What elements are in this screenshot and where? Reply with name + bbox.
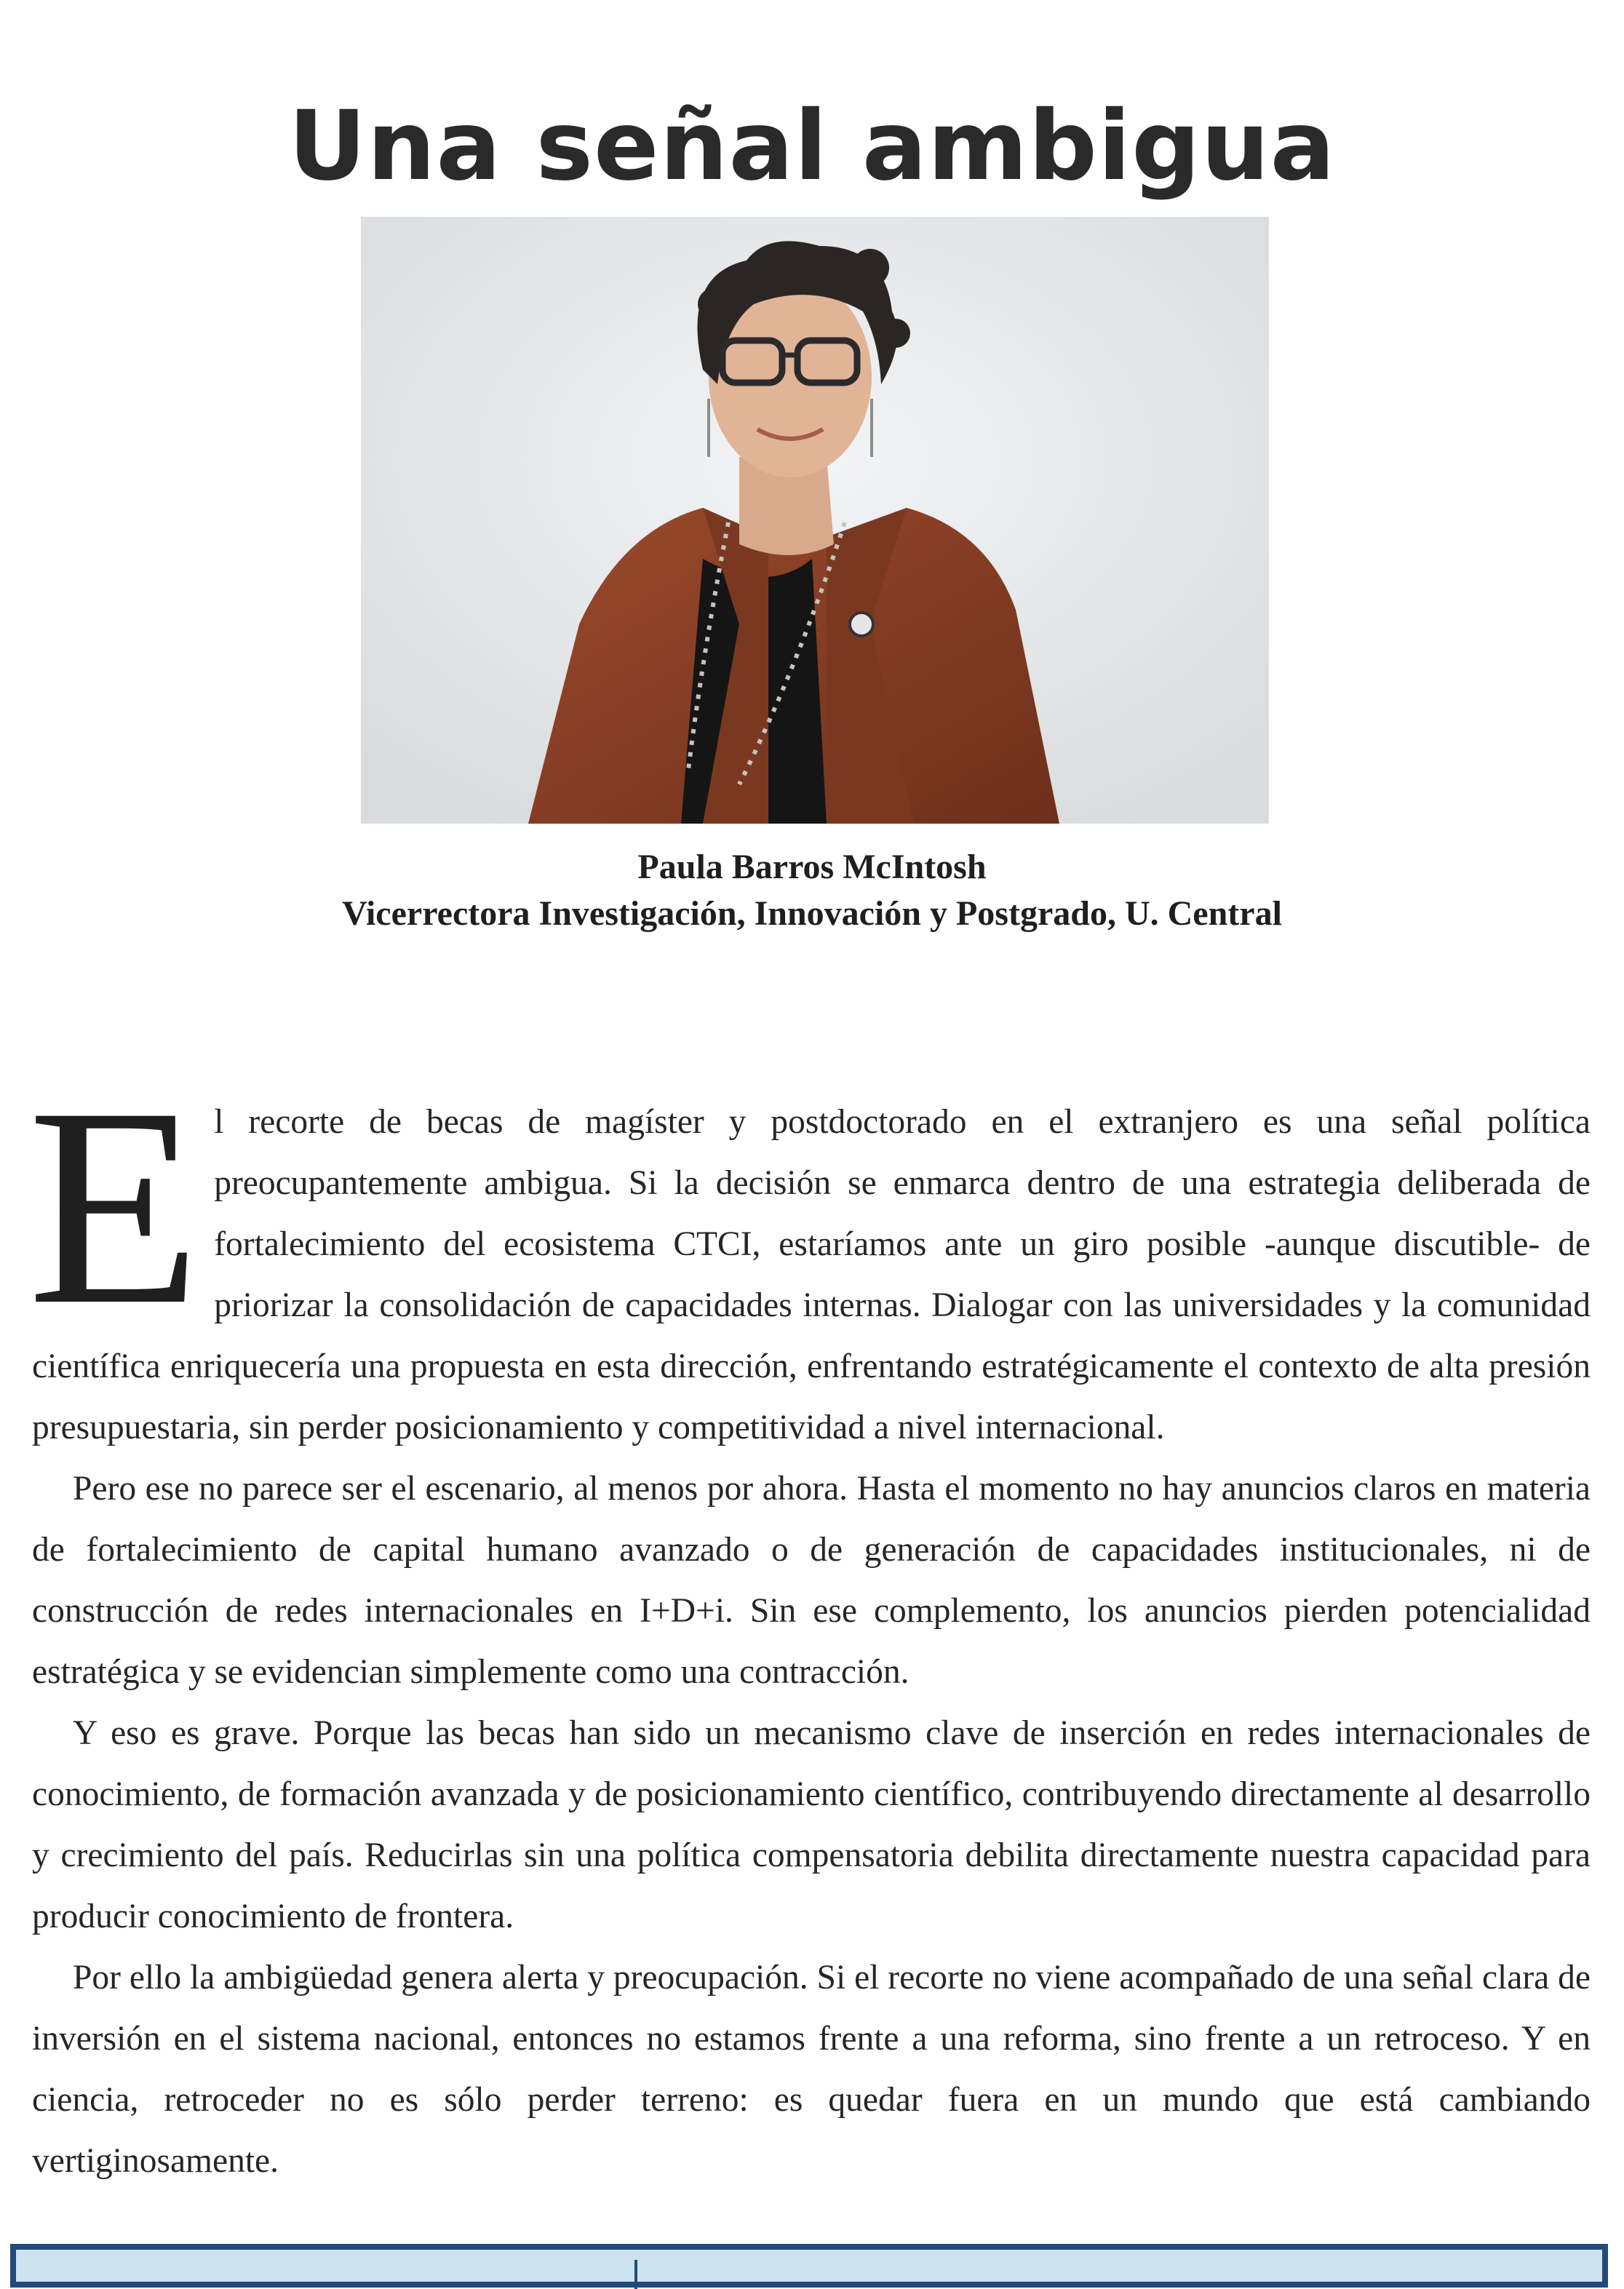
paragraph-1 [28, 1049, 1591, 1458]
drop-cap: E [28, 1049, 199, 1364]
author-name: Paula Barros McIntosh [637, 848, 987, 886]
article-body [28, 1049, 1591, 2192]
author-role: Vicerrectora Investigación, Innovación y Postgrado, U. Central [342, 894, 1282, 933]
next-article-box [10, 2244, 1608, 2288]
paragraph-4: Por ello la ambigüedad genera alerta y preocupación. Si el recorte no viene acompañado de una señal clara de inversión en el sistema nacional, entonces no estamos frente a una reforma, sino frente a un retroceso. Y en ciencia, retroceder no es sólo perder terreno: es quedar fuera en un mundo que está cambiando vertiginosamente. [32, 1959, 1591, 2180]
paragraph-1-text: l recorte de becas de magíster y postdoctorado en el extranjero es una señal política preocupantemente ambigua. Si la decisión se enmarca dentro de una estrategia deliberada de fortalecimiento del ecosistema CTCI, estaríamos ante un giro posible -aunque discutible- de priorizar la consolidación de capacidades internas. Dialogar con las universidades y la comunidad científica enriquecería una propuesta en esta dirección, enfrentando estratégicamente el contexto de alta presión presupuestaria, sin perder posicionamiento y competitividad a nivel internacional. [32, 1103, 1591, 1446]
paragraph-2: Pero ese no parece ser el escenario, al menos por ahora. Hasta el momento no hay anuncios claros en materia de fortalecimiento de capital humano avanzado o de generación de capacidades institucionales, ni de construcción de redes internacionales en I+D+i. Sin ese complemento, los anuncios pierden potencialidad estratégica y se evidencian simplemente como una contracción. [32, 1470, 1591, 1691]
box-divider [634, 2260, 637, 2289]
portrait-illustration [361, 217, 1269, 824]
paragraph-3: Y eso es grave. Porque las becas han sido un mecanismo clave de inserción en redes internacionales de conocimiento, de formación avanzada y de posicionamiento científico, contribuyendo directamente al desarrollo y crecimiento del país. Reducirlas sin una política compensatoria debilita directamente nuestra capacidad para producir conocimiento de frontera. [32, 1714, 1591, 1935]
portrait-photo [361, 217, 1269, 824]
article-headline: Una señal ambigua [288, 90, 1336, 203]
